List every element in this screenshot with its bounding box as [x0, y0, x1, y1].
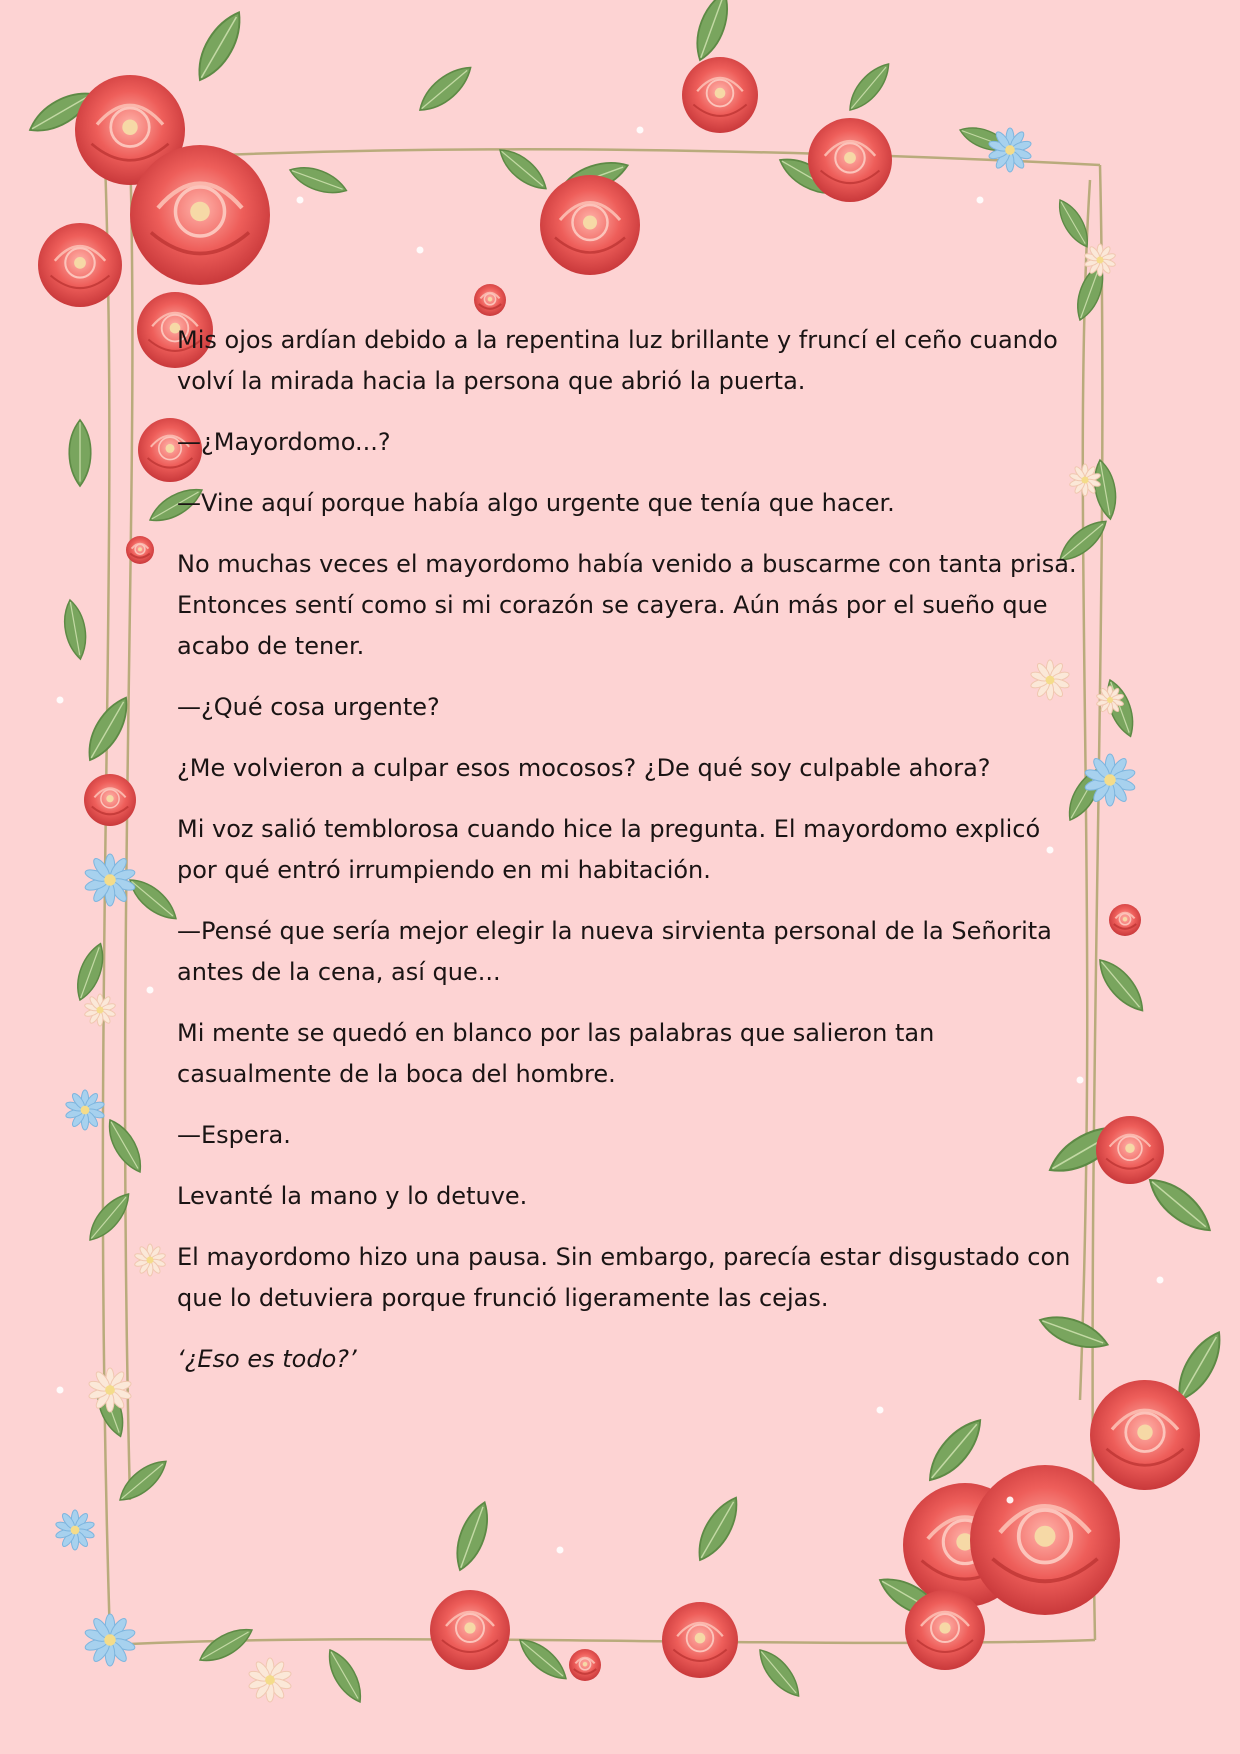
- leaf-icon: [189, 6, 250, 86]
- rose-icon: [38, 223, 122, 307]
- cream-daisy-icon: [84, 994, 116, 1026]
- cream-daisy-icon: [1084, 244, 1116, 276]
- leaf-icon: [60, 598, 90, 660]
- rose-icon: [1109, 904, 1141, 936]
- paragraph: Levanté la mano y lo detuve.: [177, 1182, 528, 1210]
- rose-icon: [569, 1649, 601, 1681]
- sparkle-dot: [297, 197, 304, 204]
- leaf-icon: [449, 1498, 496, 1574]
- cream-daisy-icon: [134, 1244, 166, 1276]
- sparkle-dot: [557, 1547, 564, 1554]
- sparkle-dot: [57, 1387, 64, 1394]
- sparkle-dot: [977, 197, 984, 204]
- paragraph: —Espera.: [177, 1121, 291, 1149]
- paragraph: —Vine aquí porque había algo urgente que tenía que hacer.: [177, 489, 895, 517]
- rose-icon: [84, 774, 136, 826]
- leaf-icon: [124, 873, 183, 927]
- rose-icon: [126, 536, 154, 564]
- leaf-icon: [322, 1645, 369, 1707]
- paragraph: —¿Mayordomo...?: [177, 428, 391, 456]
- sparkle-dot: [57, 697, 64, 704]
- leaf-icon: [69, 420, 90, 486]
- leaf-icon: [413, 59, 477, 118]
- rose-icon: [682, 57, 758, 133]
- paragraph: ‘¿Eso es todo?’: [177, 1345, 357, 1373]
- rose-icon: [808, 118, 892, 202]
- rose-icon: [662, 1602, 738, 1678]
- sparkle-dot: [147, 987, 154, 994]
- leaf-icon: [287, 161, 350, 200]
- rose-icon: [1096, 1116, 1164, 1184]
- leaf-icon: [753, 1644, 807, 1703]
- leaf-icon: [195, 1622, 257, 1669]
- rose-icon: [970, 1465, 1120, 1615]
- blue-daisy-icon: [84, 854, 136, 906]
- rose-icon: [130, 145, 270, 285]
- paragraph: —¿Qué cosa urgente?: [177, 693, 440, 721]
- leaf-icon: [1142, 1170, 1218, 1240]
- paragraph: ¿Me volvieron a culpar esos mocosos? ¿De qué soy culpable ahora?: [177, 754, 991, 782]
- leaf-icon: [1092, 953, 1151, 1017]
- blue-daisy-icon: [84, 1614, 136, 1666]
- paragraph: Mis ojos ardían debido a la repentina luz brillante y fruncí el ceño cuando volví la mirada hacia la persona que abrió la puerta.: [177, 326, 1058, 395]
- rose-icon: [474, 284, 506, 316]
- leaf-icon: [83, 1188, 137, 1247]
- leaf-icon: [690, 1492, 746, 1566]
- sparkle-dot: [1077, 1077, 1084, 1084]
- leaf-icon: [920, 1412, 990, 1488]
- sparkle-dot: [1007, 1497, 1014, 1504]
- sparkle-dot: [1157, 1277, 1164, 1284]
- leaf-icon: [114, 1454, 173, 1508]
- paragraph: No muchas veces el mayordomo había venido a buscarme con tanta prisa. Entonces sentí como si mi corazón se cayera. Aún más por el sueño que acabo de tener.: [177, 550, 1077, 660]
- paragraph: Mi mente se quedó en blanco por las palabras que salieron tan casualmente de la boca del hombre.: [177, 1019, 935, 1088]
- rose-icon: [540, 175, 640, 275]
- leaf-icon: [843, 58, 897, 117]
- sparkle-dot: [637, 127, 644, 134]
- rose-icon: [430, 1590, 510, 1670]
- cream-daisy-icon: [88, 1368, 132, 1412]
- cream-daisy-icon: [248, 1658, 292, 1702]
- blue-daisy-icon: [65, 1090, 105, 1130]
- sparkle-dot: [877, 1407, 884, 1414]
- sparkle-dot: [417, 247, 424, 254]
- rose-icon: [905, 1590, 985, 1670]
- vine: [125, 150, 132, 1500]
- paragraph: Mi voz salió temblorosa cuando hice la pregunta. El mayordomo explicó por qué entró irrumpiendo en mi habitación.: [177, 815, 1041, 884]
- paragraph: El mayordomo hizo una pausa. Sin embargo, parecía estar disgustado con que lo detuviera porque frunció ligeramente las cejas.: [177, 1243, 1071, 1312]
- rose-icon: [1090, 1380, 1200, 1490]
- blue-daisy-icon: [55, 1510, 95, 1550]
- leaf-icon: [689, 0, 736, 64]
- paragraph: —Pensé que sería mejor elegir la nueva sirvienta personal de la Señorita antes de la cena, así que...: [177, 917, 1052, 986]
- story-text: [177, 320, 1077, 1400]
